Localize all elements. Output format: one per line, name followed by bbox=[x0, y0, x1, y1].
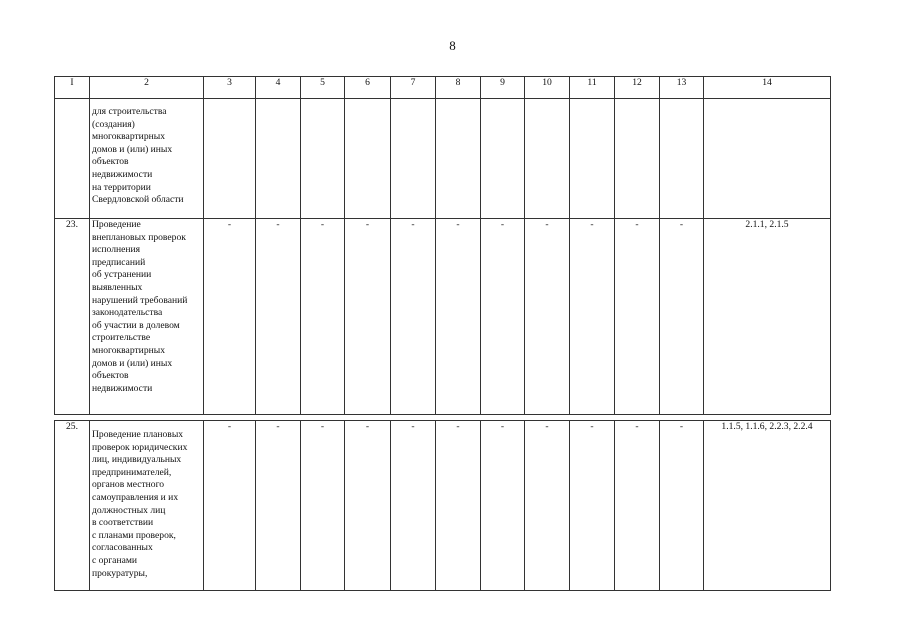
row-number bbox=[55, 99, 90, 219]
value-cell: - bbox=[301, 219, 345, 415]
table-row-continuation bbox=[55, 99, 831, 219]
column-number: 13 bbox=[660, 77, 704, 99]
column-number: 9 bbox=[481, 77, 525, 99]
column-number: 5 bbox=[301, 77, 345, 99]
indicators-table-bottom bbox=[54, 420, 831, 591]
column-number: 11 bbox=[570, 77, 615, 99]
reference-cell: 1.1.5, 1.1.6, 2.2.3, 2.2.4 bbox=[704, 421, 831, 591]
value-cell: - bbox=[256, 219, 301, 415]
value-cell: - bbox=[391, 421, 436, 591]
value-cell: - bbox=[525, 219, 570, 415]
page-number: 8 bbox=[449, 38, 456, 53]
column-number: 3 bbox=[204, 77, 256, 99]
value-cell: - bbox=[570, 219, 615, 415]
value-cell: - bbox=[481, 421, 525, 591]
reference-cell: 2.1.1, 2.1.5 bbox=[704, 219, 831, 415]
column-number-header-row bbox=[55, 77, 831, 99]
value-cell: - bbox=[525, 421, 570, 591]
value-cell: - bbox=[615, 421, 660, 591]
indicators-table-top bbox=[54, 76, 831, 415]
column-number: 2 bbox=[90, 77, 204, 99]
table-row bbox=[55, 421, 831, 591]
value-cell: - bbox=[436, 421, 481, 591]
value-cell: - bbox=[256, 421, 301, 591]
column-number: 12 bbox=[615, 77, 660, 99]
value-cell: - bbox=[660, 219, 704, 415]
value-cell: - bbox=[660, 421, 704, 591]
value-cell: - bbox=[570, 421, 615, 591]
value-cell: - bbox=[301, 421, 345, 591]
row-description: Проведение плановых проверок юридических лиц, индивидуальных предпринимателей, органов местного самоуправления и их должностных лиц в соответствии с планами проверок, согласованных с органами прокуратуры, bbox=[90, 421, 204, 591]
row-number: 25. bbox=[55, 421, 90, 591]
value-cell: - bbox=[204, 421, 256, 591]
row-number: 23. bbox=[55, 219, 90, 415]
value-cell: - bbox=[345, 421, 391, 591]
column-number: 14 bbox=[704, 77, 831, 99]
column-number: 10 bbox=[525, 77, 570, 99]
value-cell: - bbox=[204, 219, 256, 415]
value-cell: - bbox=[615, 219, 660, 415]
row-description: Проведение внеплановых проверок исполнения предписаний об устранении выявленных нарушений требований законодательства об участии в долевом строительстве многоквартирных домов и (или) иных объектов недвижимости bbox=[90, 219, 204, 415]
value-cell: - bbox=[436, 219, 481, 415]
value-cell: - bbox=[391, 219, 436, 415]
column-number: 4 bbox=[256, 77, 301, 99]
table-row bbox=[55, 219, 831, 415]
row-description: для строительства (создания) многоквартирных домов и (или) иных объектов недвижимости на территории Свердловской области bbox=[90, 99, 204, 219]
column-number: 7 bbox=[391, 77, 436, 99]
column-number: 8 bbox=[436, 77, 481, 99]
column-number: I bbox=[55, 77, 90, 99]
value-cell: - bbox=[481, 219, 525, 415]
column-number: 6 bbox=[345, 77, 391, 99]
value-cell: - bbox=[345, 219, 391, 415]
